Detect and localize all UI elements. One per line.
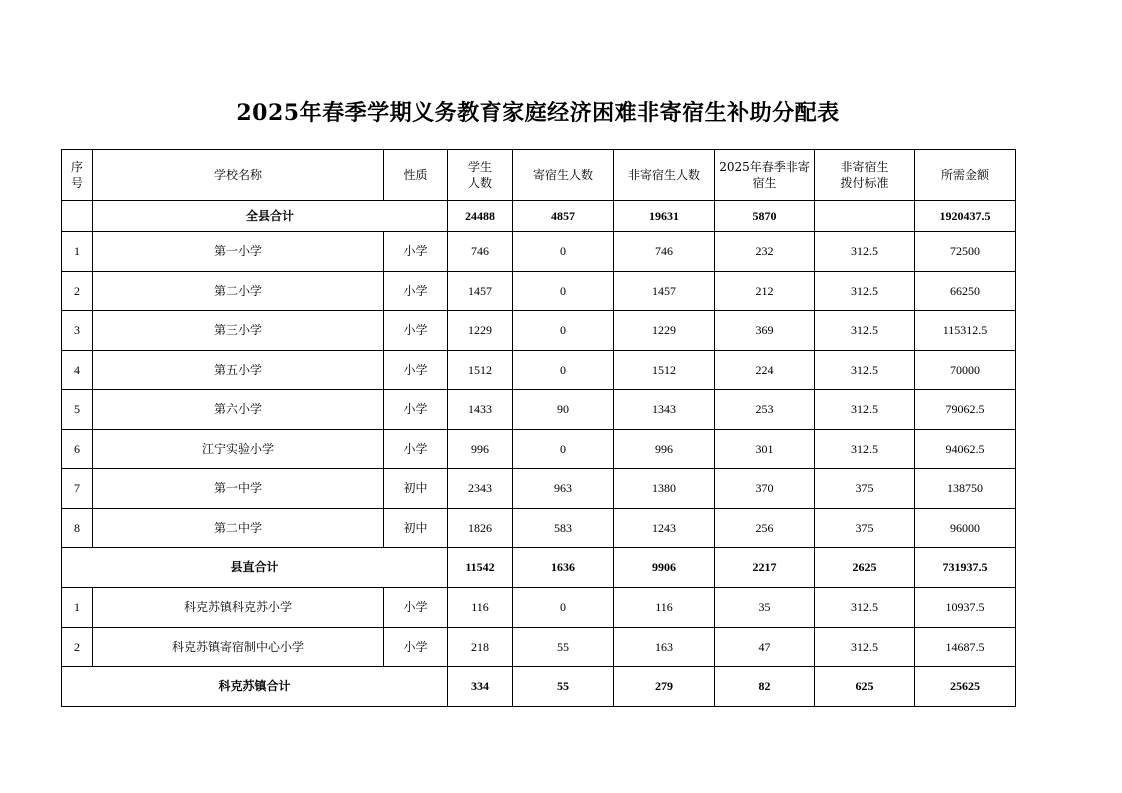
spring-non-boarder-count: 47 [715,627,815,667]
subtotal-spring: 82 [715,667,815,707]
total-students: 24488 [448,201,513,232]
spring-non-boarder-count: 253 [715,390,815,430]
required-amount: 138750 [915,469,1016,509]
school-name: 第六小学 [93,390,384,430]
student-count: 116 [448,588,513,628]
subtotal-standard: 625 [815,667,915,707]
table-row [62,469,1016,509]
school-type: 初中 [384,508,448,548]
row-index: 1 [62,588,93,628]
required-amount: 72500 [915,232,1016,272]
school-name: 第三小学 [93,311,384,351]
student-count: 996 [448,429,513,469]
school-type: 小学 [384,627,448,667]
non-boarder-count: 1512 [614,350,715,390]
school-type: 小学 [384,311,448,351]
non-boarder-count: 1243 [614,508,715,548]
town-section [62,588,1016,667]
school-type: 小学 [384,390,448,430]
header-spring-non-boarders: 2025年春季非寄 宿生 [715,150,815,201]
non-boarder-count: 1343 [614,390,715,430]
boarder-count: 90 [513,390,614,430]
spring-non-boarder-count: 35 [715,588,815,628]
county-direct-section [62,232,1016,548]
required-amount: 79062.5 [915,390,1016,430]
header-index: 序 号 [62,150,93,201]
subsidy-standard: 312.5 [815,627,915,667]
subtotal-non-boarders: 9906 [614,548,715,588]
boarder-count: 0 [513,588,614,628]
required-amount: 115312.5 [915,311,1016,351]
non-boarder-count: 1380 [614,469,715,509]
allocation-table [61,149,1016,707]
non-boarder-count: 746 [614,232,715,272]
row-index: 2 [62,271,93,311]
school-name: 第二中学 [93,508,384,548]
subsidy-standard: 312.5 [815,429,915,469]
row-index: 4 [62,350,93,390]
boarder-count: 963 [513,469,614,509]
boarder-count: 0 [513,271,614,311]
subtotal-label: 县直合计 [62,548,448,588]
non-boarder-count: 163 [614,627,715,667]
subtotal-students: 11542 [448,548,513,588]
student-count: 1826 [448,508,513,548]
boarder-count: 0 [513,311,614,351]
school-type: 小学 [384,232,448,272]
school-name: 第一中学 [93,469,384,509]
header-students: 学生 人数 [448,150,513,201]
school-type: 小学 [384,429,448,469]
row-index: 1 [62,232,93,272]
subsidy-standard: 312.5 [815,232,915,272]
school-name: 第一小学 [93,232,384,272]
town-total-row [62,667,1016,707]
table-row [62,508,1016,548]
non-boarder-count: 996 [614,429,715,469]
total-spring: 5870 [715,201,815,232]
row-index: 8 [62,508,93,548]
subtotal-standard: 2625 [815,548,915,588]
county-direct-total-row [62,548,1016,588]
required-amount: 14687.5 [915,627,1016,667]
school-type: 小学 [384,588,448,628]
subtotal-spring: 2217 [715,548,815,588]
row-index: 7 [62,469,93,509]
total-non-boarders: 19631 [614,201,715,232]
subsidy-standard: 312.5 [815,271,915,311]
school-name: 科克苏镇寄宿制中心小学 [93,627,384,667]
subsidy-standard: 312.5 [815,311,915,351]
header-type: 性质 [384,150,448,201]
spring-non-boarder-count: 370 [715,469,815,509]
required-amount: 66250 [915,271,1016,311]
subsidy-standard: 312.5 [815,588,915,628]
student-count: 746 [448,232,513,272]
subsidy-standard: 312.5 [815,350,915,390]
row-index: 3 [62,311,93,351]
school-name: 第二小学 [93,271,384,311]
boarder-count: 583 [513,508,614,548]
total-boarders: 4857 [513,201,614,232]
student-count: 1433 [448,390,513,430]
spring-non-boarder-count: 369 [715,311,815,351]
required-amount: 10937.5 [915,588,1016,628]
student-count: 218 [448,627,513,667]
spring-non-boarder-count: 232 [715,232,815,272]
student-count: 1457 [448,271,513,311]
county-total-row [62,201,1016,232]
boarder-count: 0 [513,350,614,390]
non-boarder-count: 1457 [614,271,715,311]
subtotal-amount: 731937.5 [915,548,1016,588]
subtotal-label: 科克苏镇合计 [62,667,448,707]
table-row [62,350,1016,390]
row-index: 6 [62,429,93,469]
school-type: 初中 [384,469,448,509]
table-row [62,627,1016,667]
table-row [62,311,1016,351]
student-count: 2343 [448,469,513,509]
student-count: 1229 [448,311,513,351]
header-amount: 所需金额 [915,150,1016,201]
header-school: 学校名称 [93,150,384,201]
required-amount: 70000 [915,350,1016,390]
table-row [62,429,1016,469]
non-boarder-count: 116 [614,588,715,628]
header-row [62,150,1016,201]
header-non-boarders: 非寄宿生人数 [614,150,715,201]
school-name: 科克苏镇科克苏小学 [93,588,384,628]
row-index: 2 [62,627,93,667]
subsidy-standard: 375 [815,469,915,509]
school-name: 江宁实验小学 [93,429,384,469]
subtotal-amount: 25625 [915,667,1016,707]
total-label: 全县合计 [93,201,448,232]
table-row [62,390,1016,430]
subtotal-boarders: 1636 [513,548,614,588]
required-amount: 96000 [915,508,1016,548]
subtotal-students: 334 [448,667,513,707]
required-amount: 94062.5 [915,429,1016,469]
spring-non-boarder-count: 224 [715,350,815,390]
boarder-count: 55 [513,627,614,667]
spring-non-boarder-count: 212 [715,271,815,311]
header-standard: 非寄宿生 拨付标准 [815,150,915,201]
subtotal-boarders: 55 [513,667,614,707]
non-boarder-count: 1229 [614,311,715,351]
boarder-count: 0 [513,232,614,272]
total-standard [815,201,915,232]
row-index: 5 [62,390,93,430]
table-row [62,588,1016,628]
header-boarders: 寄宿生人数 [513,150,614,201]
school-type: 小学 [384,350,448,390]
page-title: 2025年春季学期义务教育家庭经济困难非寄宿生补助分配表 [236,100,840,126]
table-row [62,232,1016,272]
total-amount: 1920437.5 [915,201,1016,232]
subtotal-non-boarders: 279 [614,667,715,707]
student-count: 1512 [448,350,513,390]
table-row [62,271,1016,311]
subsidy-standard: 312.5 [815,390,915,430]
school-type: 小学 [384,271,448,311]
spring-non-boarder-count: 256 [715,508,815,548]
school-name: 第五小学 [93,350,384,390]
spring-non-boarder-count: 301 [715,429,815,469]
boarder-count: 0 [513,429,614,469]
subsidy-standard: 375 [815,508,915,548]
